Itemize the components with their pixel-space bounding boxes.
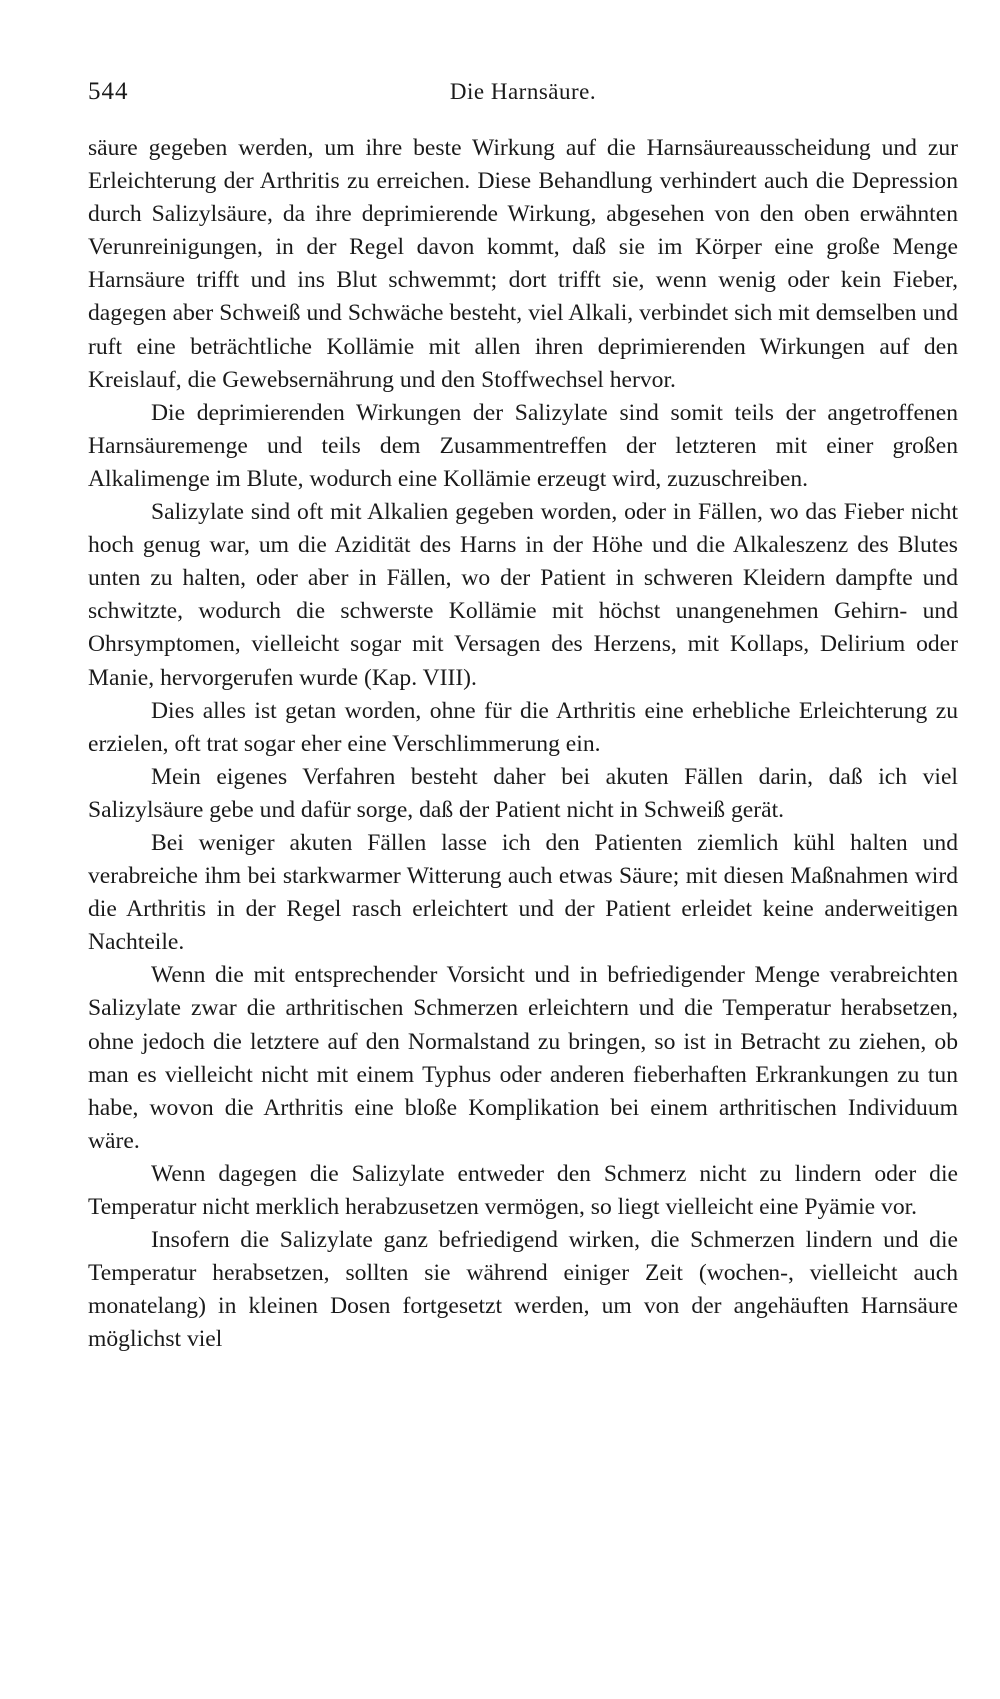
paragraph: Salizylate sind oft mit Alkalien gegeben worden, oder in Fällen, wo das Fieber nicht hoch genug war, um die Azidität des Harns in der Höhe und die Alkaleszenz des Blutes unten zu halten, oder aber in Fällen, wo der Patient in schweren Kleidern dampfte und schwitzte, wodurch die schwerste Kollämie mit höchst unangenehmen Gehirn- und Ohrsymptomen, vielleicht sogar mit Versagen des Herzens, mit Kollaps, Delirium oder Manie, hervorgerufen wurde (Kap. VIII). <box>88 499 958 691</box>
running-title: Die Harnsäure. <box>449 79 597 104</box>
page-header <box>88 72 958 112</box>
body-text <box>88 132 958 1356</box>
paragraph-continuation: säure gegeben werden, um ihre beste Wirkung auf die Harnsäureausscheidung und zur Erleichterung der Arthritis zu erreichen. Diese Behandlung verhindert auch die Depression durch Salizylsäure, da ihre deprimierende Wirkung, abgesehen von den oben erwähnten Verunreinigungen, in der Regel davon kommt, daß sie im Körper eine große Menge Harnsäure trifft und ins Blut schwemmt; dort trifft sie, wenn wenig oder kein Fieber, dagegen aber Schweiß und Schwäche besteht, viel Alkali, verbindet sich mit demselben und ruft eine beträchtliche Kollämie mit allen ihren deprimierenden Wirkungen auf den Kreislauf, die Gewebsernährung und den Stoffwechsel hervor. <box>88 135 958 393</box>
paragraph: Wenn dagegen die Salizylate entweder den Schmerz nicht zu lindern oder die Temperatur nicht merklich herabzusetzen vermögen, so liegt vielleicht eine Pyämie vor. <box>88 1160 958 1220</box>
paragraph: Mein eigenes Verfahren besteht daher bei akuten Fällen darin, daß ich viel Salizylsäure gebe und dafür sorge, daß der Patient nicht in Schweiß gerät. <box>88 763 958 823</box>
paragraph: Bei weniger akuten Fällen lasse ich den Patienten ziemlich kühl halten und verabreiche ihm bei starkwarmer Witterung auch etwas Säure; mit diesen Maßnahmen wird die Arthritis in der Regel rasch erleichtert und der Patient erleidet keine anderweitigen Nachteile. <box>88 829 958 956</box>
book-page <box>88 72 958 1356</box>
paragraph: Wenn die mit entsprechender Vorsicht und in befriedigender Menge verabreichten Salizylate zwar die arthritischen Schmerzen erleichtern und die Temperatur herabsetzen, ohne jedoch die letztere auf den Normalstand zu bringen, so ist in Betracht zu ziehen, ob man es vielleicht nicht mit einem Typhus oder anderen fieberhaften Erkrankungen zu tun habe, wovon die Arthritis eine bloße Komplikation bei einem arthritischen Individuum wäre. <box>88 962 958 1154</box>
paragraph: Die deprimierenden Wirkungen der Salizylate sind somit teils der angetroffenen Harnsäuremenge und teils dem Zusammentreffen der letzteren mit einer großen Alkalimenge im Blute, wodurch eine Kollämie erzeugt wird, zuzuschreiben. <box>88 399 958 492</box>
paragraph: Dies alles ist getan worden, ohne für die Arthritis eine erhebliche Erleichterung zu erzielen, oft trat sogar eher eine Verschlimmerung ein. <box>88 697 958 757</box>
paragraph-continues: Insofern die Salizylate ganz befriedigend wirken, die Schmerzen lindern und die Temperatur herabsetzen, sollten sie während einiger Zeit (wochen-, vielleicht auch monatelang) in kleinen Dosen fortgesetzt werden, um von der angehäuften Harnsäure möglichst viel <box>88 1227 958 1353</box>
page-number: 544 <box>88 78 129 105</box>
